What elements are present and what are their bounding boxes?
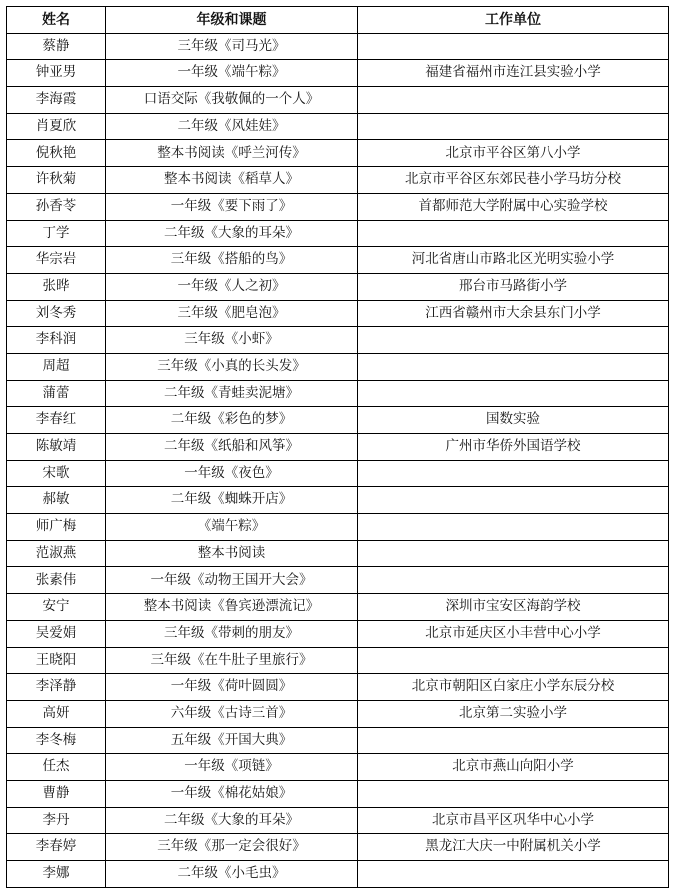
table-row — [7, 834, 669, 861]
cell-unit — [358, 540, 669, 567]
table-row — [7, 327, 669, 354]
cell-course: 一年级《荷叶圆圆》 — [106, 674, 358, 701]
table-row — [7, 380, 669, 407]
cell-unit: 深圳市宝安区海韵学校 — [358, 594, 669, 621]
cell-unit — [358, 380, 669, 407]
cell-name: 陈敏靖 — [7, 434, 106, 461]
cell-unit — [358, 87, 669, 114]
cell-course: 二年级《蜘蛛开店》 — [106, 487, 358, 514]
cell-course: 一年级《项链》 — [106, 754, 358, 781]
cell-name: 范淑燕 — [7, 540, 106, 567]
cell-unit — [358, 727, 669, 754]
cell-course: 二年级《小毛虫》 — [106, 861, 358, 888]
cell-unit: 北京第二实验小学 — [358, 700, 669, 727]
table-row — [7, 87, 669, 114]
cell-course: 三年级《那一定会很好》 — [106, 834, 358, 861]
cell-name: 李冬梅 — [7, 727, 106, 754]
cell-course: 二年级《纸船和风筝》 — [106, 434, 358, 461]
cell-course: 二年级《风娃娃》 — [106, 113, 358, 140]
table-row — [7, 113, 669, 140]
cell-unit — [358, 861, 669, 888]
table-row — [7, 567, 669, 594]
cell-name: 张素伟 — [7, 567, 106, 594]
cell-unit — [358, 220, 669, 247]
table-row — [7, 540, 669, 567]
cell-unit — [358, 460, 669, 487]
cell-course: 三年级《搭船的鸟》 — [106, 247, 358, 274]
cell-course: 二年级《彩色的梦》 — [106, 407, 358, 434]
cell-name: 李科润 — [7, 327, 106, 354]
cell-course: 三年级《带刺的朋友》 — [106, 620, 358, 647]
table-row — [7, 727, 669, 754]
cell-name: 蔡静 — [7, 33, 106, 60]
cell-name: 李春红 — [7, 407, 106, 434]
table-row — [7, 247, 669, 274]
table-row — [7, 193, 669, 220]
table-row — [7, 460, 669, 487]
column-header-unit: 工作单位 — [358, 7, 669, 34]
cell-course: 整本书阅读《稻草人》 — [106, 167, 358, 194]
table-row — [7, 353, 669, 380]
cell-unit: 邢台市马路街小学 — [358, 273, 669, 300]
cell-unit: 福建省福州市连江县实验小学 — [358, 60, 669, 87]
table-row — [7, 33, 669, 60]
cell-course: 整本书阅读《鲁宾逊漂流记》 — [106, 594, 358, 621]
cell-unit: 北京市燕山向阳小学 — [358, 754, 669, 781]
table-row — [7, 167, 669, 194]
cell-name: 李丹 — [7, 807, 106, 834]
cell-course: 一年级《人之初》 — [106, 273, 358, 300]
table-row — [7, 807, 669, 834]
cell-unit: 广州市华侨外国语学校 — [358, 434, 669, 461]
cell-unit: 北京市平谷区第八小学 — [358, 140, 669, 167]
cell-name: 李娜 — [7, 861, 106, 888]
table-header-row — [7, 7, 669, 34]
cell-name: 华宗岩 — [7, 247, 106, 274]
cell-name: 丁学 — [7, 220, 106, 247]
cell-unit: 北京市朝阳区白家庄小学东辰分校 — [358, 674, 669, 701]
cell-unit — [358, 514, 669, 541]
cell-unit — [358, 33, 669, 60]
cell-name: 张晔 — [7, 273, 106, 300]
table-row — [7, 700, 669, 727]
cell-unit — [358, 780, 669, 807]
cell-course: 三年级《小虾》 — [106, 327, 358, 354]
cell-unit — [358, 353, 669, 380]
table-row — [7, 273, 669, 300]
cell-unit: 北京市昌平区巩华中心小学 — [358, 807, 669, 834]
cell-name: 钟亚男 — [7, 60, 106, 87]
table-row — [7, 861, 669, 888]
cell-name: 安宁 — [7, 594, 106, 621]
table-row — [7, 594, 669, 621]
cell-name: 郝敏 — [7, 487, 106, 514]
cell-name: 曹静 — [7, 780, 106, 807]
cell-name: 李泽静 — [7, 674, 106, 701]
table-row — [7, 300, 669, 327]
table-row — [7, 754, 669, 781]
cell-unit: 黑龙江大庆一中附属机关小学 — [358, 834, 669, 861]
cell-unit — [358, 567, 669, 594]
table-row — [7, 514, 669, 541]
cell-name: 许秋菊 — [7, 167, 106, 194]
table-row — [7, 140, 669, 167]
cell-name: 李春婷 — [7, 834, 106, 861]
cell-course: 二年级《大象的耳朵》 — [106, 220, 358, 247]
table-row — [7, 407, 669, 434]
cell-course: 三年级《肥皂泡》 — [106, 300, 358, 327]
cell-unit — [358, 113, 669, 140]
cell-course: 一年级《棉花姑娘》 — [106, 780, 358, 807]
column-header-course: 年级和课题 — [106, 7, 358, 34]
cell-name: 王晓阳 — [7, 647, 106, 674]
cell-course: 一年级《动物王国开大会》 — [106, 567, 358, 594]
cell-unit: 首都师范大学附属中心实验学校 — [358, 193, 669, 220]
cell-name: 师广梅 — [7, 514, 106, 541]
cell-name: 宋歌 — [7, 460, 106, 487]
cell-course: 二年级《青蛙卖泥塘》 — [106, 380, 358, 407]
cell-course: 二年级《大象的耳朵》 — [106, 807, 358, 834]
cell-name: 蒲蕾 — [7, 380, 106, 407]
cell-course: 六年级《古诗三首》 — [106, 700, 358, 727]
cell-name: 任杰 — [7, 754, 106, 781]
cell-unit — [358, 647, 669, 674]
cell-unit: 河北省唐山市路北区光明实验小学 — [358, 247, 669, 274]
cell-name: 孙香苓 — [7, 193, 106, 220]
table-row — [7, 647, 669, 674]
cell-unit — [358, 487, 669, 514]
cell-unit: 国数实验 — [358, 407, 669, 434]
cell-unit — [358, 327, 669, 354]
cell-name: 倪秋艳 — [7, 140, 106, 167]
cell-unit: 北京市平谷区东郊民巷小学马坊分校 — [358, 167, 669, 194]
cell-course: 一年级《端午粽》 — [106, 60, 358, 87]
cell-name: 周超 — [7, 353, 106, 380]
table-row — [7, 60, 669, 87]
cell-unit: 江西省赣州市大余县东门小学 — [358, 300, 669, 327]
cell-course: 三年级《小真的长头发》 — [106, 353, 358, 380]
cell-name: 高妍 — [7, 700, 106, 727]
table-row — [7, 434, 669, 461]
cell-name: 肖夏欣 — [7, 113, 106, 140]
table-row — [7, 674, 669, 701]
table-row — [7, 780, 669, 807]
cell-course: 三年级《在牛肚子里旅行》 — [106, 647, 358, 674]
cell-course: 整本书阅读 — [106, 540, 358, 567]
table-body — [7, 33, 669, 887]
cell-course: 三年级《司马光》 — [106, 33, 358, 60]
table-row — [7, 220, 669, 247]
cell-course: 整本书阅读《呼兰河传》 — [106, 140, 358, 167]
cell-name: 李海霞 — [7, 87, 106, 114]
cell-course: 一年级《要下雨了》 — [106, 193, 358, 220]
cell-course: 口语交际《我敬佩的一个人》 — [106, 87, 358, 114]
table-row — [7, 487, 669, 514]
column-header-name: 姓名 — [7, 7, 106, 34]
table-row — [7, 620, 669, 647]
cell-unit: 北京市延庆区小丰营中心小学 — [358, 620, 669, 647]
teacher-course-table — [6, 6, 669, 888]
cell-course: 《端午粽》 — [106, 514, 358, 541]
cell-name: 吴爱娟 — [7, 620, 106, 647]
cell-name: 刘冬秀 — [7, 300, 106, 327]
cell-course: 五年级《开国大典》 — [106, 727, 358, 754]
cell-course: 一年级《夜色》 — [106, 460, 358, 487]
